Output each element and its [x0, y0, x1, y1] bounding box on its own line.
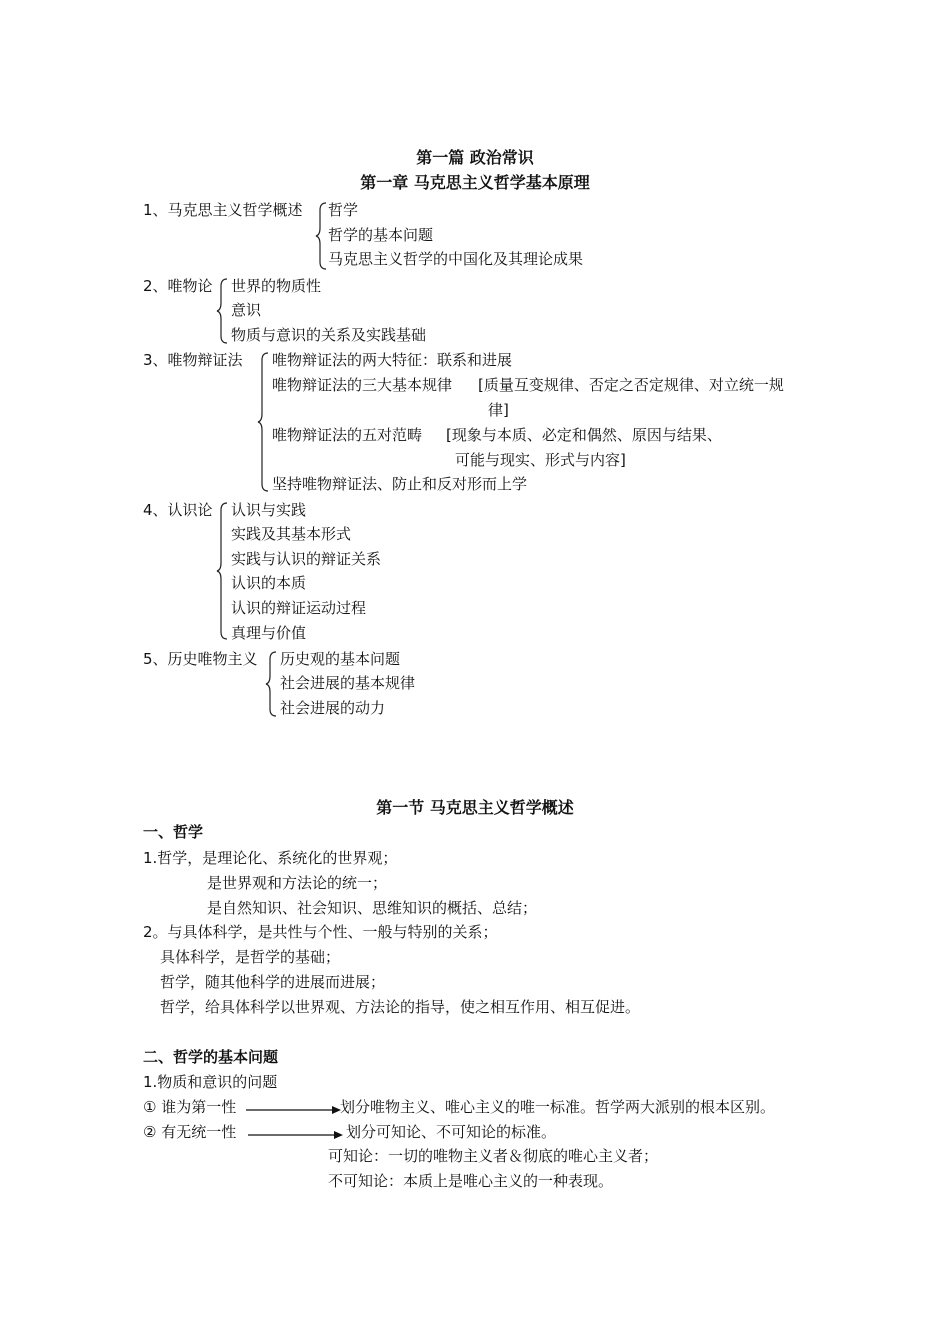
- outline-item-1-label: 1、马克思主义哲学概述: [143, 201, 303, 219]
- section-1-paragraph: 具体科学，是哲学的基础；: [160, 948, 341, 966]
- outline-item-5-child: 社会进展的基本规律: [280, 674, 416, 692]
- outline-item-3-child: 唯物辩证法的两大特征：联系和进展: [272, 351, 513, 369]
- outline-item-2-child: 物质与意识的关系及实践基础: [231, 326, 427, 344]
- outline-item-4-child: 认识的本质: [231, 574, 307, 592]
- outline-item-2-child: 世界的物质性: [231, 277, 322, 295]
- outline-item-3-detail: 律]: [488, 401, 509, 419]
- outline-item-3-detail: [现象与本质、必定和偶然、原因与结果、: [446, 426, 722, 444]
- outline-item-1-child: 哲学: [328, 201, 359, 219]
- arrow-right-icon: [246, 1104, 342, 1116]
- brace-icon: [217, 502, 229, 640]
- section-1-paragraph: 是自然知识、社会知识、思维知识的概括、总结；: [207, 899, 538, 917]
- question-2-text: 划分可知论、不可知论的标准。: [346, 1123, 557, 1141]
- brace-icon: [316, 202, 328, 270]
- outline-item-5-label: 5、历史唯物主义: [143, 650, 258, 668]
- section-title: 第一节 马克思主义哲学概述: [376, 798, 574, 817]
- outline-item-4-child: 认识与实践: [231, 501, 307, 519]
- outline-item-2-child: 意识: [231, 301, 262, 319]
- question-2-label: ② 有无统一性: [143, 1123, 237, 1141]
- outline-item-4-child: 实践与认识的辩证关系: [231, 550, 382, 568]
- outline-item-3-child: 坚持唯物辩证法、防止和反对形而上学: [272, 475, 528, 493]
- brace-icon: [258, 352, 270, 492]
- outline-item-1-child: 哲学的基本问题: [328, 226, 434, 244]
- outline-item-3-detail: 可能与现实、形式与内容]: [455, 451, 626, 469]
- section-1-paragraph: 哲学，随其他科学的进展而进展；: [160, 973, 386, 991]
- outline-item-3-child: 唯物辩证法的五对范畴: [272, 426, 423, 444]
- section-1-paragraph: 是世界观和方法论的统一；: [207, 874, 388, 892]
- part-title: 第一篇 政治常识: [416, 148, 534, 167]
- section-2-paragraph: 不可知论：本质上是唯心主义的一种表现。: [328, 1172, 614, 1190]
- outline-item-2-label: 2、唯物论: [143, 277, 213, 295]
- section-1-heading: 一、哲学: [143, 823, 204, 841]
- brace-icon: [217, 278, 229, 344]
- outline-item-3-detail: [质量互变规律、否定之否定规律、对立统一规: [478, 376, 784, 394]
- section-2-paragraph: 可知论：一切的唯物主义者＆彻底的唯心主义者；: [328, 1147, 659, 1165]
- section-1-paragraph: 2。与具体科学，是共性与个性、一般与特别的关系；: [143, 923, 498, 941]
- outline-item-3-child: 唯物辩证法的三大基本规律: [272, 376, 453, 394]
- section-2-heading: 二、哲学的基本问题: [143, 1048, 279, 1066]
- outline-item-5-child: 社会进展的动力: [280, 699, 386, 717]
- section-2-paragraph: 1.物质和意识的问题: [143, 1073, 278, 1091]
- section-1-paragraph: 哲学，给具体科学以世界观、方法论的指导，使之相互作用、相互促进。: [160, 998, 641, 1016]
- section-1-paragraph: 1.哲学，是理论化、系统化的世界观；: [143, 849, 398, 867]
- chapter-title: 第一章 马克思主义哲学基本原理: [360, 173, 590, 192]
- brace-icon: [266, 651, 278, 717]
- outline-item-5-child: 历史观的基本问题: [280, 650, 401, 668]
- outline-item-4-child: 实践及其基本形式: [231, 525, 352, 543]
- question-1-label: ① 谁为第一性: [143, 1098, 237, 1116]
- outline-item-3-label: 3、唯物辩证法: [143, 351, 243, 369]
- outline-item-4-child: 认识的辩证运动过程: [231, 599, 367, 617]
- outline-item-4-child: 真理与价值: [231, 624, 307, 642]
- question-1-text: 划分唯物主义、唯心主义的唯一标准。哲学两大派别的根本区别。: [340, 1098, 776, 1116]
- arrow-right-icon: [248, 1129, 344, 1141]
- outline-item-1-child: 马克思主义哲学的中国化及其理论成果: [328, 250, 584, 268]
- outline-item-4-label: 4、认识论: [143, 501, 213, 519]
